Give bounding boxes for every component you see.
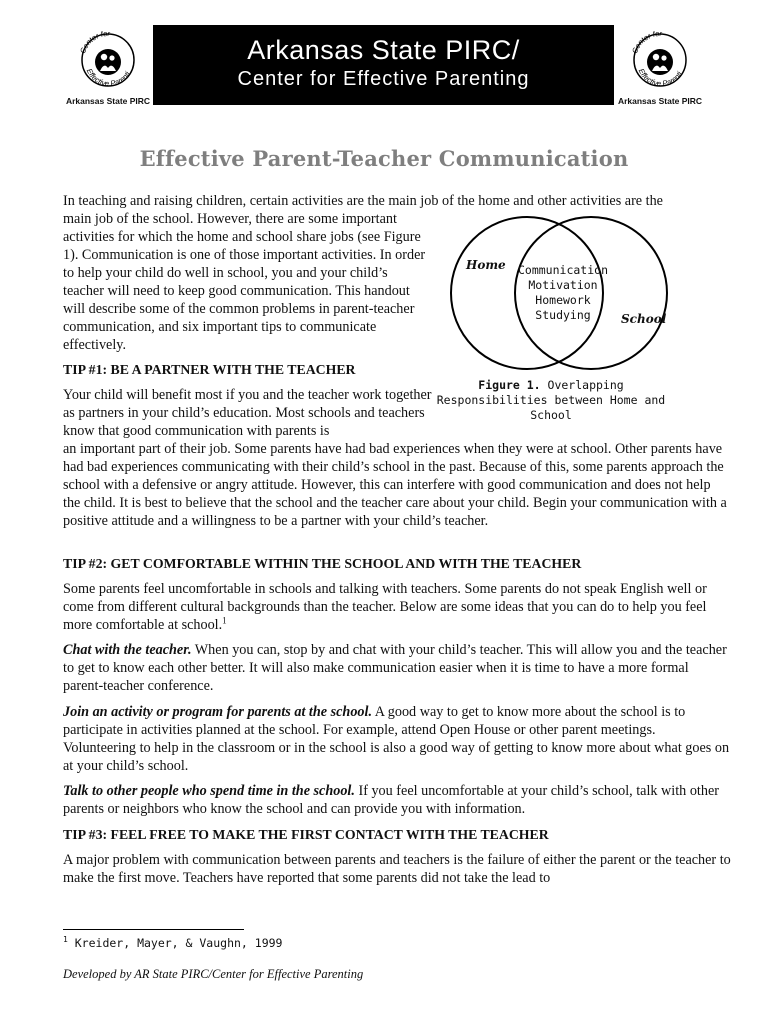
figure-caption-text: Overlapping Responsibilities between Home and School	[436, 378, 666, 422]
venn-item: Studying	[535, 308, 591, 322]
tip2-heading: TIP #2: GET COMFORTABLE WITHIN THE SCHOOL AND WITH THE TEACHER	[63, 556, 582, 571]
intro-paragraph: main job of the school. However, there are some important activities for which the home and school share jobs (see Figure 1). Communication is one of those important activities. In order to help your child do well in school, you and your child’s teacher will need to keep good communication. This handout will describe some of the common problems in parent-teacher communication, and six important tips to communicate effectively.	[63, 211, 426, 353]
venn-diagram	[445, 206, 675, 381]
footnote-text: Kreider, Mayer, & Vaughn, 1999	[67, 936, 283, 950]
figure-caption	[425, 378, 677, 423]
figure-caption-label: Figure 1.	[478, 378, 541, 392]
svg-text:Effective Parenting: Effective Parenti	[636, 67, 684, 89]
tip3-heading: TIP #3: FEEL FREE TO MAKE THE FIRST CONTACT WITH THE TEACHER	[63, 827, 549, 842]
banner-subtitle: Center for Effective Parenting	[237, 68, 530, 90]
pirc-logo-icon	[612, 24, 708, 106]
footnote-number: 1	[63, 935, 68, 945]
venn-center-list	[503, 263, 623, 322]
tip2-item-text: A good way to get to know more about the school is to participate in activities planned at the school. For example, attend Open House or other parent meetings. Volunteering to help in the classroom or in the school is also a good way of getting to know more about what goes on at your child’s school.	[63, 704, 730, 774]
tip2-item-lead: Join an activity or program for parents at the school.	[63, 704, 372, 720]
pirc-logo-icon	[60, 24, 156, 106]
svg-text:Center for: Center for	[630, 28, 663, 55]
banner-title: Arkansas State PIRC/	[247, 35, 520, 65]
tip1-heading: TIP #1: BE A PARTNER WITH THE TEACHER	[63, 362, 356, 377]
tip2-item-talk	[63, 782, 731, 818]
svg-text:Effective Parenting: Effective Parenti	[84, 67, 132, 89]
intro-first-line: In teaching and raising children, certain activities are the main job of the home and other activities are the	[63, 193, 663, 209]
tip2-item-text: When you can, stop by and chat with your child’s teacher. This will allow you and the teacher to get to know each other better. It will also make communication easier when it is time to have a more formal parent-teacher conference.	[63, 642, 727, 694]
venn-label-home: Home	[466, 258, 506, 272]
footnote-ref: 1	[222, 615, 227, 626]
logo-caption: Arkansas State PIRC	[65, 96, 151, 106]
logo-right	[612, 24, 708, 106]
logo-left	[60, 24, 156, 106]
page-title: Effective Parent-Teacher Communication	[139, 146, 629, 171]
venn-item: Motivation	[528, 278, 598, 292]
tip2-intro-text: Some parents feel uncomfortable in schools and talking with teachers. Some parents do not speak English well or come from different cultural backgrounds than the teacher. Below are some ideas that you can do to help you feel more comfortable at school.	[63, 581, 707, 633]
header-banner	[153, 25, 614, 105]
tip2-item-lead: Talk to other people who spend time in the school.	[63, 783, 355, 799]
tip2-item-text: If you feel uncomfortable at your child’s school, talk with other parents or neighbors who know the school and can provide you with information.	[63, 783, 719, 817]
venn-item: Homework	[535, 293, 591, 307]
tip2-item-lead: Chat with the teacher.	[63, 642, 192, 658]
svg-text:Center for: Center for	[78, 28, 111, 55]
page-footer: Developed by AR State PIRC/Center for Effective Parenting	[63, 967, 364, 981]
logo-caption: Arkansas State PIRC	[617, 96, 703, 106]
tip3-paragraph: A major problem with communication between parents and teachers is the failure of either the parent or the teacher to make the first move. Teachers have reported that some parents did not take the lead to	[63, 852, 731, 886]
tip2-item-chat	[63, 641, 731, 695]
footnote-divider	[63, 929, 244, 930]
tip2-intro	[63, 580, 731, 634]
tip2-item-join	[63, 703, 731, 775]
tip1-paragraph-narrow: Your child will benefit most if you and the teacher work together as partners in your child’s education. Most schools and teachers know that good communication with parents is	[63, 387, 432, 439]
venn-label-school: School	[621, 312, 667, 326]
footnote	[63, 936, 282, 950]
venn-item: Communication	[517, 263, 608, 277]
tip1-paragraph: an important part of their job. Some parents have had bad experiences when they were at school. Other parents have had bad experiences communicating with their child’s school in the past. Because of this, some parents approach the school with a defensive or angry attitude. However, this can interfere with good communication and does not help the child. It is best to believe that the school and the teacher care about your child. Begin your communication with a positive attitude and a willingness to be a partner with your child’s teacher.	[63, 441, 727, 529]
